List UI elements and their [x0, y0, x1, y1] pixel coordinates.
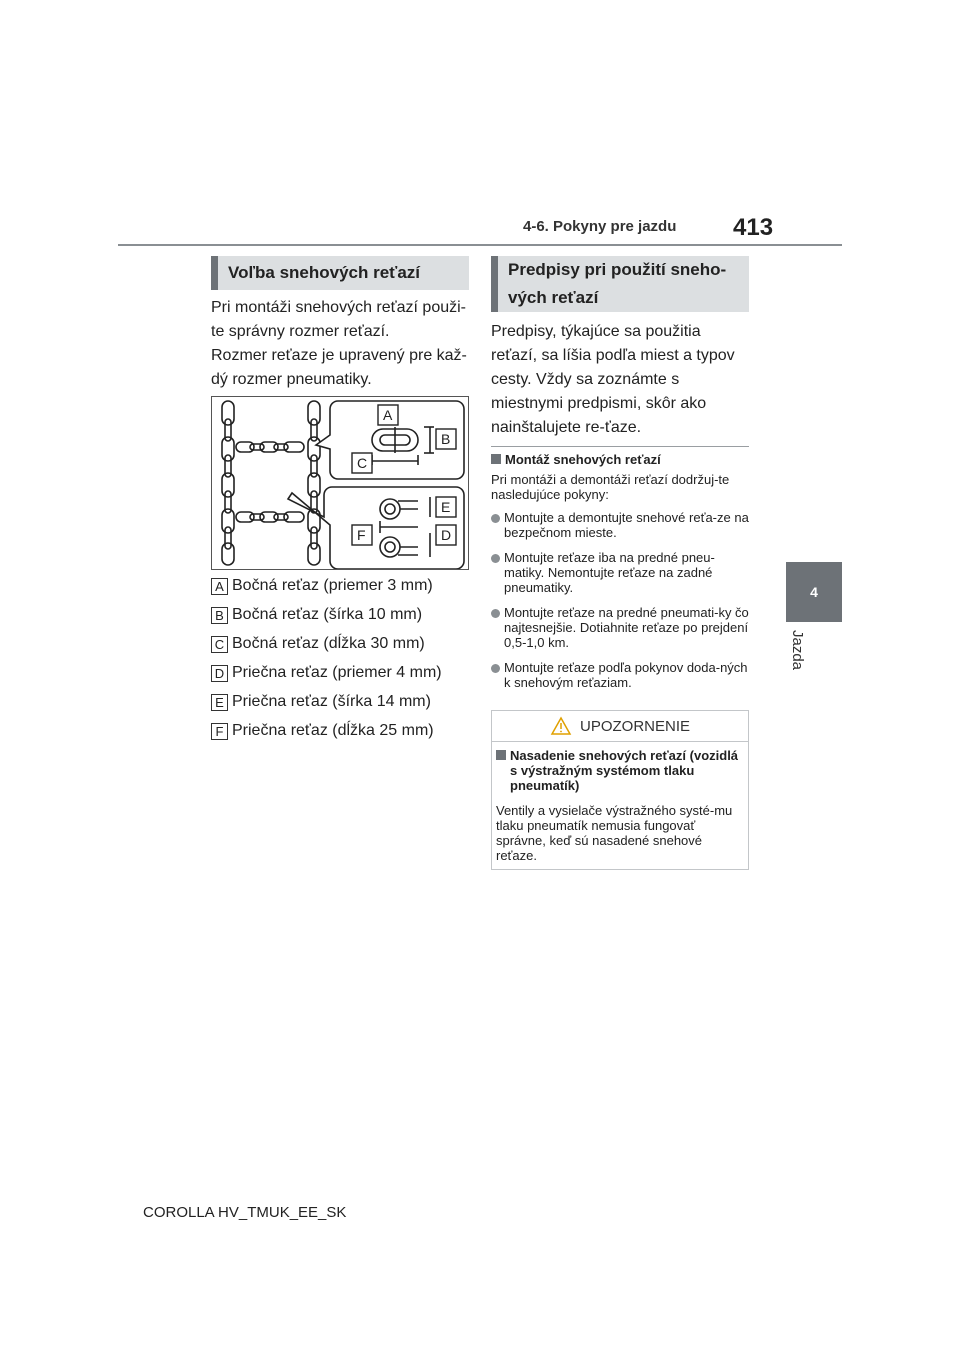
snow-chain-figure — [211, 396, 469, 570]
legend-text: Priečna reťaz (priemer 4 mm) — [232, 664, 442, 681]
chapter-tab-label: Jazda — [789, 630, 806, 671]
legend-item-c — [211, 635, 425, 653]
legend-item-f — [211, 722, 434, 740]
warning-title: UPOZORNENIE — [579, 717, 690, 735]
bullet-item: Montujte reťaze podľa pokynov doda-ných k snehovým reťaziam. — [491, 660, 749, 690]
chapter-tab-number: 4 — [810, 584, 818, 600]
legend-item-e — [211, 693, 431, 711]
legend-text: Bočná reťaz (šírka 10 mm) — [232, 606, 423, 623]
legend-key: F — [211, 723, 228, 740]
bullet-item: Montujte a demontujte snehové reťa-ze na bezpečnom mieste. — [491, 510, 749, 540]
legend-text: Bočná reťaz (dĺžka 30 mm) — [232, 635, 425, 652]
horizontal-chain-bottom — [236, 512, 304, 522]
snow-chain-illustration — [212, 397, 468, 569]
figure-label-b: B — [441, 431, 451, 447]
right-section-heading: Predpisy pri použití sneho-vých reťazí — [491, 256, 749, 312]
circle-bullet-icon — [491, 664, 500, 673]
sub-intro: Pri montáži a demontáži reťazí dodržuj-te nasledujúce pokyny: — [491, 472, 730, 502]
chapter-tab — [786, 562, 842, 622]
legend-key: B — [211, 607, 228, 624]
left-section-heading: Voľba snehových reťazí — [211, 256, 469, 290]
legend-item-d — [211, 664, 442, 682]
vertical-chain-right — [308, 401, 320, 565]
legend-item-a — [211, 577, 433, 595]
circle-bullet-icon — [491, 554, 500, 563]
bullet-item: Montujte reťaze iba na predné pneu-matiky. Nemontujte reťaze na zadné pneumatiky. — [491, 550, 749, 595]
right-para: Predpisy, týkajúce sa použitia reťazí, sa líšia podľa miest a typov cesty. Vždy sa zoznámte s miestnymi predpismi, skôr ako nainštalujete re-ťaze. — [491, 323, 735, 436]
circle-bullet-icon — [491, 514, 500, 523]
figure-label-a: A — [383, 407, 393, 423]
warning-triangle-icon — [550, 716, 572, 736]
legend-text: Priečna reťaz (šírka 14 mm) — [232, 693, 431, 710]
warning-header — [492, 711, 748, 742]
header-section-title: 4-6. Pokyny pre jazdu — [523, 218, 677, 235]
circle-bullet-icon — [491, 609, 500, 618]
legend-key: E — [211, 694, 228, 711]
warning-box — [491, 710, 749, 870]
legend-text: Bočná reťaz (priemer 3 mm) — [232, 577, 433, 594]
legend-key: D — [211, 665, 228, 682]
left-para-2: Rozmer reťaze je upravený pre kaž-dý rozmer pneumatiky. — [211, 347, 467, 388]
legend-key: C — [211, 636, 228, 653]
legend-item-b — [211, 606, 422, 624]
legend-key: A — [211, 578, 228, 595]
figure-label-f: F — [357, 527, 366, 543]
sub-heading-mounting: Montáž snehových reťazí — [491, 452, 749, 467]
left-intro — [211, 296, 473, 392]
legend-text: Priečna reťaz (dĺžka 25 mm) — [232, 722, 434, 739]
footer-model-code: COROLLA HV_TMUK_EE_SK — [143, 1204, 347, 1221]
horizontal-chain-top — [236, 442, 304, 452]
square-bullet-icon — [496, 750, 506, 760]
right-divider — [491, 446, 749, 447]
bullet-item: Montujte reťaze na predné pneumati-ky čo najtesnejšie. Dotiahnite reťaze po prejdení 0,5-1,0 km. — [491, 605, 749, 650]
left-para-1: Pri montáži snehových reťazí použi-te správny rozmer reťazí. — [211, 299, 466, 340]
header-divider — [118, 244, 842, 246]
page-number: 413 — [733, 214, 774, 241]
vertical-chain-left — [222, 401, 234, 565]
warning-text: Ventily a vysielače výstražného systé-mu tlaku pneumatík nemusia fungovať správne, keď sú nasadené snehové reťaze. — [496, 803, 733, 863]
figure-label-e: E — [441, 499, 451, 515]
figure-label-c: C — [357, 455, 368, 471]
figure-label-d: D — [441, 527, 452, 543]
warning-sub-heading: Nasadenie snehových reťazí (vozidlá s výstražným systémom tlaku pneumatík) — [496, 748, 744, 793]
square-bullet-icon — [491, 454, 501, 464]
